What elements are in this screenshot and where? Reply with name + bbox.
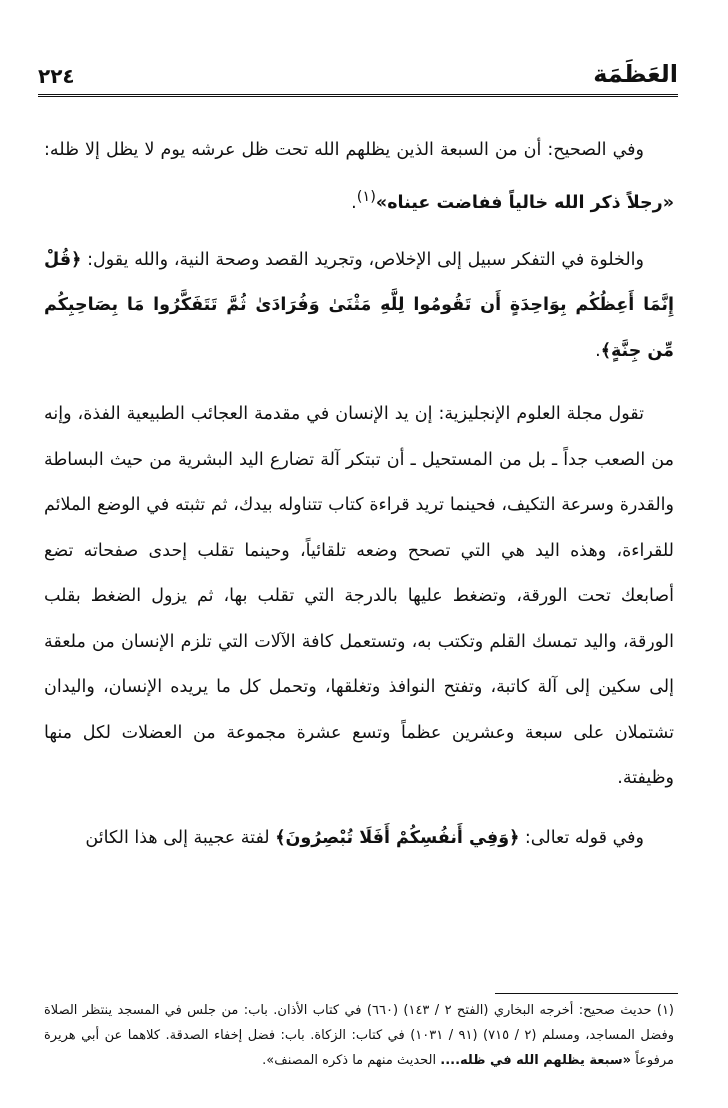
footnote-text: (١) حديث صحيح: أخرجه البخاري (الفتح ٢ / ١٤٣) (٦٦٠) في كتاب الأذان. باب: من جلس في المسجد ينتظر الصلاة وفضل المساجد، ومسلم (٢ / ٧١٥) (٩١ / ١٠٣١) في كتاب: الزكاة. باب: فضل إخفاء الصدقة. كلاهما عن أبي هريرة مرفوعاً bbox=[44, 1003, 674, 1068]
paragraph-science-magazine bbox=[44, 392, 674, 802]
sentence-end: . bbox=[351, 192, 357, 213]
page-header bbox=[38, 58, 678, 98]
paragraph-text: وفي قوله تعالى: bbox=[519, 827, 644, 848]
paragraph-hadith bbox=[44, 128, 674, 226]
paragraph-verse-intro bbox=[44, 816, 674, 862]
running-title: العَظَمَة bbox=[593, 60, 678, 88]
hadith-quote: «رجلاً ذكر الله خالياً ففاضت عيناه» bbox=[375, 192, 674, 213]
page-number: ٢٢٤ bbox=[38, 64, 75, 88]
quran-verse: ﴿وَفِي أَنفُسِكُمْ أَفَلَا تُبْصِرُونَ﴾ bbox=[275, 827, 520, 848]
footnote-marker[interactable]: (١) bbox=[356, 187, 376, 205]
footnote-1 bbox=[44, 998, 674, 1073]
sentence-end: . bbox=[595, 340, 601, 361]
paragraph-text: لفتة عجيبة إلى هذا الكائن bbox=[85, 827, 276, 848]
footnote-text-end: الحديث منهم ما ذكره المصنف». bbox=[262, 1053, 441, 1068]
paragraph-text: والخلوة في التفكر سبيل إلى الإخلاص، وتجريد القصد وصحة النية، والله يقول: bbox=[81, 249, 644, 270]
main-text bbox=[44, 128, 674, 861]
footnote-quote: «سبعة يظلهم الله في ظله.... bbox=[440, 1053, 632, 1068]
footnote-separator bbox=[495, 993, 678, 994]
paragraph-reflection bbox=[44, 238, 674, 375]
paragraph-text: تقول مجلة العلوم الإنجليزية: إن يد الإنسان في مقدمة العجائب الطبيعية الفذة، وإنه من الصعب جداً ـ بل من المستحيل ـ أن تبتكر آلة تضارع اليد البشرية من حيث البساطة والقدرة وسرعة التكيف، فحينما تريد قراءة كتاب تتناوله بيدك، ثم تثبته في الوضع الملائم للقراءة، وهذه اليد هي التي تصحح وضعه تلقائياً، وحينما تقلب إحدى صفحاته تضع أصابعك تحت الورقة، وتضغط عليها بالدرجة التي تقلب بها، ثم يزول الضغط بقلب الورقة، واليد تمسك القلم وتكتب به، وتستعمل كافة الآلات التي تلزم الإنسان من ملعقة إلى سكين إلى آلة كاتبة، وتفتح النوافذ وتغلقها، وتحمل كل ما يريده الإنسان، واليدان تشتملان على سبعة وعشرين عظماً وتسع عشرة مجموعة من العضلات لكل منها وظيفتة. bbox=[44, 404, 674, 789]
quran-verse: ﴿قُلْ إِنَّمَا أَعِظُكُم بِوَاحِدَةٍ أَن تَقُومُوا لِلَّهِ مَثْنَىٰ وَفُرَادَىٰ ثُمَّ تَتَفَكَّرُوا مَا بِصَاحِبِكُم مِّن جِنَّةٍ﴾ bbox=[44, 249, 674, 361]
footnotes bbox=[44, 998, 674, 1073]
paragraph-text: وفي الصحيح: أن من السبعة الذين يظلهم الله تحت ظل عرشه يوم لا يظل إلا ظله: bbox=[44, 140, 644, 160]
header-rule bbox=[38, 94, 678, 97]
